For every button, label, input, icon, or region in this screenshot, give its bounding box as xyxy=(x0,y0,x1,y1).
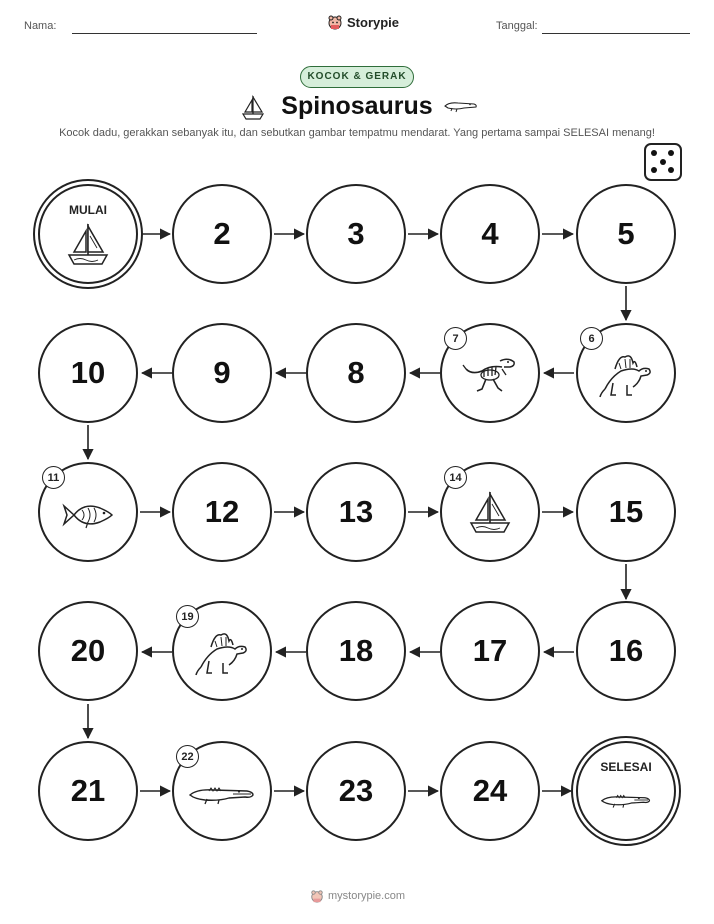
cell-11[interactable] xyxy=(38,462,138,562)
spinosaurus-icon xyxy=(195,629,249,682)
cell-17[interactable]: 17 xyxy=(440,601,540,701)
cell-number-badge: 22 xyxy=(176,745,199,768)
cell-16[interactable]: 16 xyxy=(576,601,676,701)
date-label: Tanggal: xyxy=(496,20,538,32)
dino-skeleton-icon xyxy=(462,355,518,400)
cell-number-badge: 6 xyxy=(580,327,603,350)
fish-icon xyxy=(62,500,114,535)
instructions: Kocok dadu, gerakkan sebanyak itu, dan sebutkan gambar tempatmu mendarat. Yang pertama sampai SELESAI menang! xyxy=(59,127,655,139)
spinosaurus-icon xyxy=(599,351,653,404)
cell-number-badge: 11 xyxy=(42,466,65,489)
page-title: Spinosaurus xyxy=(281,92,433,120)
cell-22[interactable] xyxy=(172,741,272,841)
cell-number-badge: 14 xyxy=(444,466,467,489)
footer-url[interactable]: mystorypie.com xyxy=(328,890,406,902)
cell-start[interactable] xyxy=(38,184,138,284)
cell-number-badge: 19 xyxy=(176,605,199,628)
cell-9[interactable]: 9 xyxy=(172,323,272,423)
cell-6[interactable] xyxy=(576,323,676,423)
cell-2[interactable]: 2 xyxy=(172,184,272,284)
cell-8[interactable]: 8 xyxy=(306,323,406,423)
cell-13[interactable]: 13 xyxy=(306,462,406,562)
cell-14[interactable] xyxy=(440,462,540,562)
cell-18[interactable]: 18 xyxy=(306,601,406,701)
cell-15[interactable]: 15 xyxy=(576,462,676,562)
cell-number-badge: 7 xyxy=(444,327,467,350)
brand-name: Storypie xyxy=(347,14,400,30)
crocodile-icon xyxy=(189,783,255,810)
finish-label: SELESAI xyxy=(600,760,652,774)
cell-5[interactable]: 5 xyxy=(576,184,676,284)
cell-21[interactable]: 21 xyxy=(38,741,138,841)
cell-7[interactable] xyxy=(440,323,540,423)
activity-tag: KOCOK & GERAK xyxy=(300,66,414,88)
crocodile-icon xyxy=(601,791,651,814)
cell-12[interactable]: 12 xyxy=(172,462,272,562)
sailboat-icon xyxy=(468,490,512,541)
cell-19[interactable] xyxy=(172,601,272,701)
cell-3[interactable]: 3 xyxy=(306,184,406,284)
start-label: MULAI xyxy=(69,203,107,217)
name-label: Nama: xyxy=(24,20,57,32)
cell-finish[interactable] xyxy=(576,741,676,841)
cell-24[interactable]: 24 xyxy=(440,741,540,841)
cell-10[interactable]: 10 xyxy=(38,323,138,423)
cell-23[interactable]: 23 xyxy=(306,741,406,841)
sailboat-icon xyxy=(66,222,110,273)
footer xyxy=(310,889,405,903)
storypie-mascot-icon xyxy=(310,889,324,903)
cell-20[interactable]: 20 xyxy=(38,601,138,701)
cell-4[interactable]: 4 xyxy=(440,184,540,284)
